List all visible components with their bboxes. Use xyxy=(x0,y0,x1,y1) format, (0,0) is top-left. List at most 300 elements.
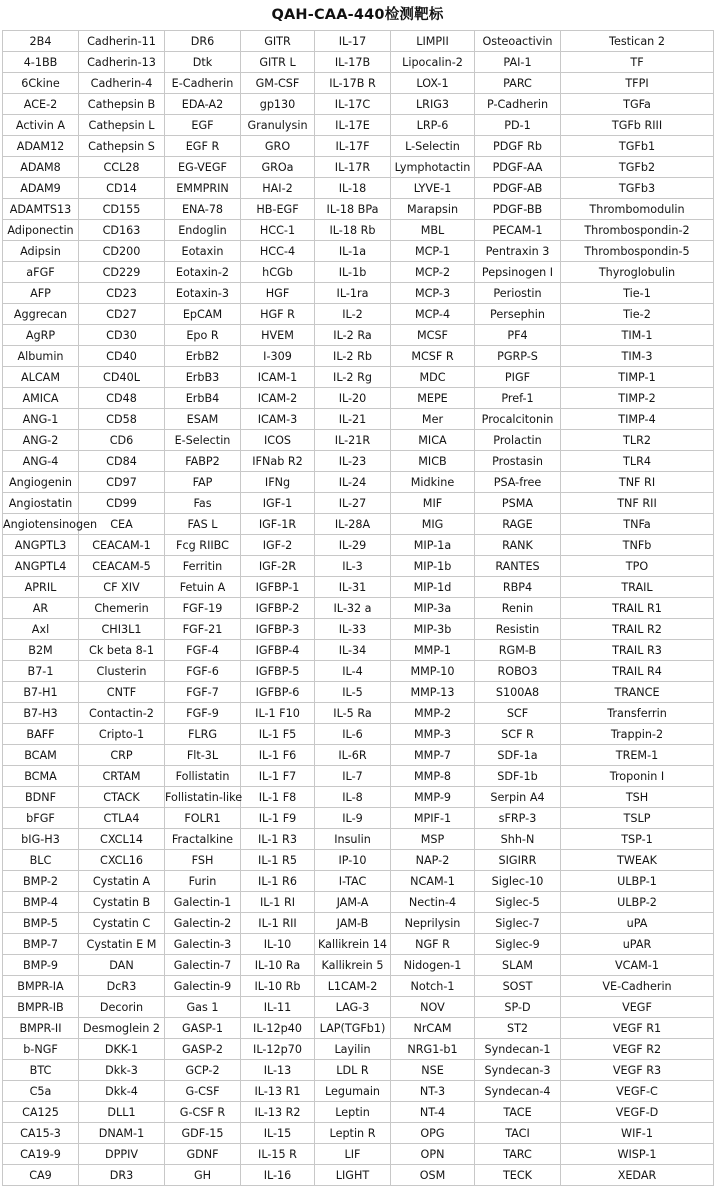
table-cell: Granulysin xyxy=(241,115,315,136)
table-cell: Axl xyxy=(3,619,79,640)
table-cell: NGF R xyxy=(391,934,475,955)
table-cell: CD48 xyxy=(79,388,165,409)
table-cell: IL-17B R xyxy=(315,73,391,94)
table-cell: MCP-4 xyxy=(391,304,475,325)
table-cell: Desmoglein 2 xyxy=(79,1018,165,1039)
table-cell: APRIL xyxy=(3,577,79,598)
table-cell: RANK xyxy=(475,535,561,556)
table-cell: SOST xyxy=(475,976,561,997)
table-cell: DPPIV xyxy=(79,1144,165,1165)
table-cell: IFNab R2 xyxy=(241,451,315,472)
table-cell: BMP-4 xyxy=(3,892,79,913)
table-cell: NSE xyxy=(391,1060,475,1081)
table-cell: RBP4 xyxy=(475,577,561,598)
table-cell: Flt-3L xyxy=(165,745,241,766)
table-row xyxy=(3,367,714,388)
table-cell: SDF-1a xyxy=(475,745,561,766)
table-cell: Eotaxin xyxy=(165,241,241,262)
table-row xyxy=(3,997,714,1018)
table-cell: Legumain xyxy=(315,1081,391,1102)
table-cell: VEGF-C xyxy=(561,1081,714,1102)
table-cell: PF4 xyxy=(475,325,561,346)
table-cell: MMP-8 xyxy=(391,766,475,787)
table-row xyxy=(3,199,714,220)
table-cell: CA125 xyxy=(3,1102,79,1123)
table-cell: I-TAC xyxy=(315,871,391,892)
table-cell: PIGF xyxy=(475,367,561,388)
table-row xyxy=(3,934,714,955)
table-cell: Fas xyxy=(165,493,241,514)
table-cell: Troponin I xyxy=(561,766,714,787)
table-cell: Cadherin-4 xyxy=(79,73,165,94)
table-cell: EGF xyxy=(165,115,241,136)
table-cell: HCC-1 xyxy=(241,220,315,241)
table-cell: ICAM-3 xyxy=(241,409,315,430)
table-cell: IL-16 xyxy=(241,1165,315,1186)
table-cell: bIG-H3 xyxy=(3,829,79,850)
table-cell: Cystatin C xyxy=(79,913,165,934)
table-cell: FGF-21 xyxy=(165,619,241,640)
table-cell: ANG-4 xyxy=(3,451,79,472)
table-cell: IL-5 Ra xyxy=(315,703,391,724)
table-cell: TGFb RIII xyxy=(561,115,714,136)
table-row xyxy=(3,892,714,913)
table-cell: TSP-1 xyxy=(561,829,714,850)
table-cell: Aggrecan xyxy=(3,304,79,325)
table-cell: ANGPTL3 xyxy=(3,535,79,556)
table-cell: GDF-15 xyxy=(165,1123,241,1144)
table-cell: Nectin-4 xyxy=(391,892,475,913)
table-cell: MICA xyxy=(391,430,475,451)
table-cell: aFGF xyxy=(3,262,79,283)
table-cell: gp130 xyxy=(241,94,315,115)
table-row xyxy=(3,535,714,556)
table-cell: IL-27 xyxy=(315,493,391,514)
table-cell: Siglec-9 xyxy=(475,934,561,955)
table-cell: Ferritin xyxy=(165,556,241,577)
table-cell: IL-13 xyxy=(241,1060,315,1081)
table-cell: VCAM-1 xyxy=(561,955,714,976)
table-cell: LIGHT xyxy=(315,1165,391,1186)
table-row xyxy=(3,703,714,724)
table-cell: Cystatin B xyxy=(79,892,165,913)
table-cell: Galectin-3 xyxy=(165,934,241,955)
table-cell: MMP-7 xyxy=(391,745,475,766)
table-cell: IL-1 RII xyxy=(241,913,315,934)
table-cell: ENA-78 xyxy=(165,199,241,220)
table-cell: AMICA xyxy=(3,388,79,409)
table-cell: BMPR-IA xyxy=(3,976,79,997)
table-row xyxy=(3,472,714,493)
table-cell: HB-EGF xyxy=(241,199,315,220)
table-cell: LIF xyxy=(315,1144,391,1165)
table-cell: CA9 xyxy=(3,1165,79,1186)
table-cell: OPG xyxy=(391,1123,475,1144)
table-row xyxy=(3,598,714,619)
table-cell: IL-8 xyxy=(315,787,391,808)
table-cell: PAI-1 xyxy=(475,52,561,73)
table-cell: CHI3L1 xyxy=(79,619,165,640)
table-cell: Galectin-9 xyxy=(165,976,241,997)
table-cell: BLC xyxy=(3,850,79,871)
table-cell: TNFb xyxy=(561,535,714,556)
table-row xyxy=(3,1102,714,1123)
table-cell: TARC xyxy=(475,1144,561,1165)
table-cell: PSMA xyxy=(475,493,561,514)
table-cell: Fractalkine xyxy=(165,829,241,850)
table-cell: IL-1 F10 xyxy=(241,703,315,724)
table-cell: IL-11 xyxy=(241,997,315,1018)
table-cell: BCMA xyxy=(3,766,79,787)
table-cell: Albumin xyxy=(3,346,79,367)
table-cell: IL-17F xyxy=(315,136,391,157)
table-cell: FGF-6 xyxy=(165,661,241,682)
table-cell: PDGF-AB xyxy=(475,178,561,199)
table-cell: Clusterin xyxy=(79,661,165,682)
table-cell: Adiponectin xyxy=(3,220,79,241)
table-cell: Eotaxin-3 xyxy=(165,283,241,304)
table-row xyxy=(3,577,714,598)
table-cell: BMPR-II xyxy=(3,1018,79,1039)
table-cell: FGF-19 xyxy=(165,598,241,619)
table-cell: Leptin xyxy=(315,1102,391,1123)
table-cell: Tie-1 xyxy=(561,283,714,304)
table-cell: NCAM-1 xyxy=(391,871,475,892)
table-cell: CD40L xyxy=(79,367,165,388)
table-cell: Gas 1 xyxy=(165,997,241,1018)
table-cell: RANTES xyxy=(475,556,561,577)
table-cell: Follistatin-like xyxy=(165,787,241,808)
table-cell: IL-15 xyxy=(241,1123,315,1144)
table-cell: LDL R xyxy=(315,1060,391,1081)
table-cell: TIM-3 xyxy=(561,346,714,367)
table-cell: TRAIL R1 xyxy=(561,598,714,619)
table-row xyxy=(3,1018,714,1039)
table-cell: Dkk-3 xyxy=(79,1060,165,1081)
table-cell: DNAM-1 xyxy=(79,1123,165,1144)
table-cell: MMP-9 xyxy=(391,787,475,808)
table-cell: IL-1b xyxy=(315,262,391,283)
table-cell: IL-23 xyxy=(315,451,391,472)
table-cell: Fetuin A xyxy=(165,577,241,598)
table-cell: IL-1 F7 xyxy=(241,766,315,787)
table-cell: TSH xyxy=(561,787,714,808)
table-cell: FGF-4 xyxy=(165,640,241,661)
table-cell: IL-29 xyxy=(315,535,391,556)
table-cell: BMP-2 xyxy=(3,871,79,892)
table-cell: IL-1a xyxy=(315,241,391,262)
table-cell: TREM-1 xyxy=(561,745,714,766)
table-cell: IGFBP-4 xyxy=(241,640,315,661)
table-cell: TPO xyxy=(561,556,714,577)
table-cell: TNF RI xyxy=(561,472,714,493)
table-cell: FSH xyxy=(165,850,241,871)
table-cell: IL-4 xyxy=(315,661,391,682)
table-cell: Syndecan-1 xyxy=(475,1039,561,1060)
table-cell: CD97 xyxy=(79,472,165,493)
table-cell: CEA xyxy=(79,514,165,535)
table-cell: IFNg xyxy=(241,472,315,493)
table-cell: 6Ckine xyxy=(3,73,79,94)
table-cell: Notch-1 xyxy=(391,976,475,997)
table-row xyxy=(3,241,714,262)
table-cell: BMPR-IB xyxy=(3,997,79,1018)
table-cell: MEPE xyxy=(391,388,475,409)
table-cell: PD-1 xyxy=(475,115,561,136)
table-cell: ACE-2 xyxy=(3,94,79,115)
table-cell: sFRP-3 xyxy=(475,808,561,829)
table-cell: Thyroglobulin xyxy=(561,262,714,283)
table-row xyxy=(3,283,714,304)
table-cell: Shh-N xyxy=(475,829,561,850)
table-cell: HVEM xyxy=(241,325,315,346)
table-cell: HGF R xyxy=(241,304,315,325)
table-cell: OPN xyxy=(391,1144,475,1165)
table-cell: IL-6 xyxy=(315,724,391,745)
table-row xyxy=(3,94,714,115)
table-cell: GM-CSF xyxy=(241,73,315,94)
table-row xyxy=(3,409,714,430)
table-cell: CD30 xyxy=(79,325,165,346)
table-cell: GASP-2 xyxy=(165,1039,241,1060)
table-cell: IL-17R xyxy=(315,157,391,178)
table-cell: TIMP-1 xyxy=(561,367,714,388)
table-cell: TGFa xyxy=(561,94,714,115)
table-cell: SP-D xyxy=(475,997,561,1018)
table-cell: IL-2 Ra xyxy=(315,325,391,346)
table-cell: LIMPII xyxy=(391,31,475,52)
table-cell: MIP-1b xyxy=(391,556,475,577)
table-cell: MCP-1 xyxy=(391,241,475,262)
table-cell: CCL28 xyxy=(79,157,165,178)
table-cell: NAP-2 xyxy=(391,850,475,871)
table-cell: TNF RII xyxy=(561,493,714,514)
table-cell: CTLA4 xyxy=(79,808,165,829)
table-cell: CF XIV xyxy=(79,577,165,598)
table-cell: MIP-1d xyxy=(391,577,475,598)
table-cell: CD155 xyxy=(79,199,165,220)
table-cell: VEGF R2 xyxy=(561,1039,714,1060)
table-cell: SDF-1b xyxy=(475,766,561,787)
table-cell: WIF-1 xyxy=(561,1123,714,1144)
table-row xyxy=(3,52,714,73)
table-cell: Pepsinogen I xyxy=(475,262,561,283)
table-row xyxy=(3,304,714,325)
table-cell: Galectin-7 xyxy=(165,955,241,976)
table-cell: MPIF-1 xyxy=(391,808,475,829)
table-cell: TF xyxy=(561,52,714,73)
table-cell: Angiogenin xyxy=(3,472,79,493)
table-cell: TFPI xyxy=(561,73,714,94)
table-cell: GITR xyxy=(241,31,315,52)
table-cell: TWEAK xyxy=(561,850,714,871)
table-cell: TGFb3 xyxy=(561,178,714,199)
table-cell: FLRG xyxy=(165,724,241,745)
table-cell: Insulin xyxy=(315,829,391,850)
table-cell: EGF R xyxy=(165,136,241,157)
table-cell: Dtk xyxy=(165,52,241,73)
table-cell: E-Cadherin xyxy=(165,73,241,94)
table-cell: TIMP-4 xyxy=(561,409,714,430)
table-cell: IL-1 R3 xyxy=(241,829,315,850)
table-cell: IGFBP-6 xyxy=(241,682,315,703)
table-cell: CRTAM xyxy=(79,766,165,787)
table-cell: IGFBP-5 xyxy=(241,661,315,682)
table-cell: ErbB3 xyxy=(165,367,241,388)
table-cell: EMMPRIN xyxy=(165,178,241,199)
table-cell: Thrombomodulin xyxy=(561,199,714,220)
table-cell: GRO xyxy=(241,136,315,157)
table-cell: 2B4 xyxy=(3,31,79,52)
table-cell: ADAM9 xyxy=(3,178,79,199)
table-cell: IL-1 RI xyxy=(241,892,315,913)
table-cell: IP-10 xyxy=(315,850,391,871)
table-cell: IL-13 R1 xyxy=(241,1081,315,1102)
table-cell: ADAM8 xyxy=(3,157,79,178)
table-cell: CXCL14 xyxy=(79,829,165,850)
table-row xyxy=(3,829,714,850)
table-cell: IL-34 xyxy=(315,640,391,661)
table-cell: NT-3 xyxy=(391,1081,475,1102)
table-cell: IL-17C xyxy=(315,94,391,115)
table-cell: Marapsin xyxy=(391,199,475,220)
table-cell: CD27 xyxy=(79,304,165,325)
table-cell: TRAIL xyxy=(561,577,714,598)
table-cell: Cathepsin L xyxy=(79,115,165,136)
table-cell: I-309 xyxy=(241,346,315,367)
table-cell: CD6 xyxy=(79,430,165,451)
table-cell: Siglec-7 xyxy=(475,913,561,934)
table-cell: HGF xyxy=(241,283,315,304)
table-cell: GDNF xyxy=(165,1144,241,1165)
table-cell: FGF-9 xyxy=(165,703,241,724)
target-table-body xyxy=(3,31,714,1186)
table-cell: ADAMTS13 xyxy=(3,199,79,220)
table-cell: ULBP-2 xyxy=(561,892,714,913)
table-row xyxy=(3,850,714,871)
table-row xyxy=(3,262,714,283)
table-cell: Angiostatin xyxy=(3,493,79,514)
table-cell: Tie-2 xyxy=(561,304,714,325)
table-cell: CEACAM-5 xyxy=(79,556,165,577)
table-cell: MCSF R xyxy=(391,346,475,367)
table-row xyxy=(3,955,714,976)
table-cell: IL-1 R6 xyxy=(241,871,315,892)
table-cell: Siglec-5 xyxy=(475,892,561,913)
table-cell: TECK xyxy=(475,1165,561,1186)
table-cell: b-NGF xyxy=(3,1039,79,1060)
table-row xyxy=(3,157,714,178)
table-cell: IL-10 Ra xyxy=(241,955,315,976)
table-cell: IL-21R xyxy=(315,430,391,451)
table-cell: CD40 xyxy=(79,346,165,367)
table-cell: BDNF xyxy=(3,787,79,808)
table-row xyxy=(3,115,714,136)
table-cell: Neprilysin xyxy=(391,913,475,934)
table-cell: ICOS xyxy=(241,430,315,451)
table-cell: LYVE-1 xyxy=(391,178,475,199)
table-row xyxy=(3,1081,714,1102)
table-cell: LAG-3 xyxy=(315,997,391,1018)
table-cell: B7-1 xyxy=(3,661,79,682)
table-cell: CD14 xyxy=(79,178,165,199)
table-cell: DAN xyxy=(79,955,165,976)
table-cell: Leptin R xyxy=(315,1123,391,1144)
table-row xyxy=(3,73,714,94)
table-cell: CEACAM-1 xyxy=(79,535,165,556)
table-cell: MICB xyxy=(391,451,475,472)
table-cell: IL-2 xyxy=(315,304,391,325)
table-cell: IL-2 Rg xyxy=(315,367,391,388)
table-cell: SIGIRR xyxy=(475,850,561,871)
table-cell: Cathepsin S xyxy=(79,136,165,157)
table-cell: ULBP-1 xyxy=(561,871,714,892)
table-cell: CD163 xyxy=(79,220,165,241)
table-cell: IL-6R xyxy=(315,745,391,766)
table-cell: P-Cadherin xyxy=(475,94,561,115)
table-cell: FGF-7 xyxy=(165,682,241,703)
table-cell: TIMP-2 xyxy=(561,388,714,409)
table-cell: Mer xyxy=(391,409,475,430)
table-cell: GROa xyxy=(241,157,315,178)
table-cell: MSP xyxy=(391,829,475,850)
table-cell: DcR3 xyxy=(79,976,165,997)
table-cell: IL-21 xyxy=(315,409,391,430)
table-cell: IL-1 F6 xyxy=(241,745,315,766)
table-row xyxy=(3,178,714,199)
table-cell: IL-18 BPa xyxy=(315,199,391,220)
table-cell: Epo R xyxy=(165,325,241,346)
table-cell: ErbB4 xyxy=(165,388,241,409)
table-cell: MDC xyxy=(391,367,475,388)
table-row xyxy=(3,619,714,640)
table-row xyxy=(3,136,714,157)
table-cell: Prostasin xyxy=(475,451,561,472)
table-cell: G-CSF xyxy=(165,1081,241,1102)
table-cell: OSM xyxy=(391,1165,475,1186)
table-cell: TGFb2 xyxy=(561,157,714,178)
table-cell: GITR L xyxy=(241,52,315,73)
table-cell: CXCL16 xyxy=(79,850,165,871)
table-cell: Osteoactivin xyxy=(475,31,561,52)
table-cell: CD229 xyxy=(79,262,165,283)
table-row xyxy=(3,493,714,514)
table-cell: Fcg RIIBC xyxy=(165,535,241,556)
table-cell: Ck beta 8-1 xyxy=(79,640,165,661)
table-cell: B7-H1 xyxy=(3,682,79,703)
table-cell: PGRP-S xyxy=(475,346,561,367)
table-cell: TRAIL R3 xyxy=(561,640,714,661)
table-cell: VEGF R3 xyxy=(561,1060,714,1081)
table-cell: EDA-A2 xyxy=(165,94,241,115)
table-cell: MCSF xyxy=(391,325,475,346)
table-cell: Cystatin A xyxy=(79,871,165,892)
table-cell: VEGF R1 xyxy=(561,1018,714,1039)
table-cell: hCGb xyxy=(241,262,315,283)
table-cell: MCP-2 xyxy=(391,262,475,283)
table-cell: Renin xyxy=(475,598,561,619)
table-row xyxy=(3,1039,714,1060)
table-row xyxy=(3,808,714,829)
table-cell: Kallikrein 5 xyxy=(315,955,391,976)
table-cell: PECAM-1 xyxy=(475,220,561,241)
table-cell: Persephin xyxy=(475,304,561,325)
table-cell: Lipocalin-2 xyxy=(391,52,475,73)
table-cell: MIP-3a xyxy=(391,598,475,619)
table-cell: TRAIL R2 xyxy=(561,619,714,640)
table-cell: CD99 xyxy=(79,493,165,514)
table-cell: Prolactin xyxy=(475,430,561,451)
